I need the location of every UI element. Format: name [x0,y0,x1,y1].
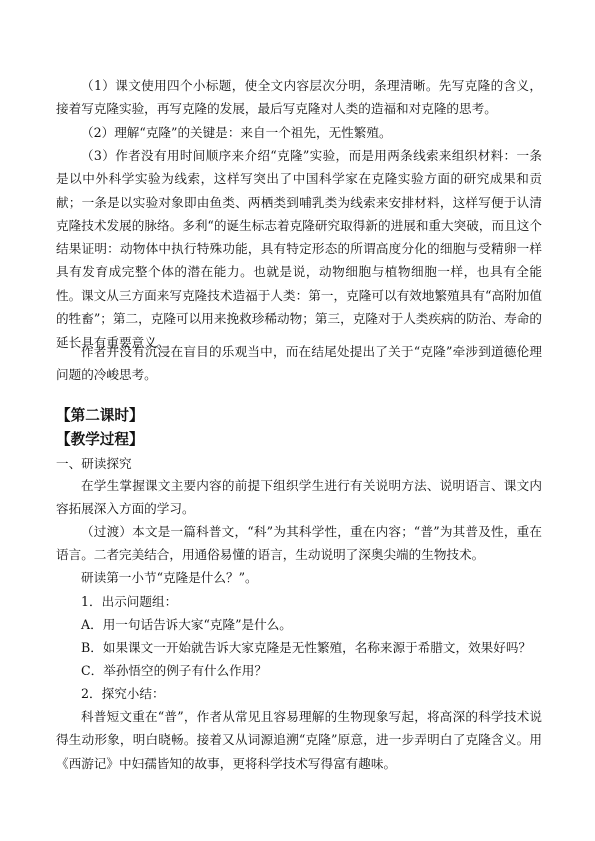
paragraph-summary: 科普短文重在“普”，作者从常见且容易理解的生物现象写起，将高深的科学技术说得生动形象，明白晓畅。接着又从词源追溯“克隆”原意，进一步弄明白了克隆含义。用《西游记》中妇孺皆知的故事，更将科学技术写得富有趣味。 [56,709,542,771]
paragraph-key-point: （2）理解“克隆”的关键是：来自一个祖先，无性繁殖。 [81,125,392,140]
question-a: A．用一句话告诉大家“克隆”是什么。 [81,617,292,632]
question-c: C．举孙悟空的例子有什么作用？ [81,663,267,678]
section-title-study: 一、研读探究 [56,456,132,471]
paragraph-reflection: 作者并没有沉浸在盲目的乐观当中，而在结尾处提出了关于“克隆”牵涉到道德伦理问题的冷峻思考。 [56,344,542,383]
question-b: B．如果课文一开始就告诉大家克隆是无性繁殖，名称来源于希腊文，效果好吗？ [81,640,532,655]
paragraph-benefits: 课文从三方面来写克隆技术造福于人类：第一，克隆可以有效地繁殖具有“高附加值的牲畜”；第二，克隆可以用来挽救珍稀动物；第三，克隆对于人类疾病的防治、寿命的延长具有重要意义。 [56,288,542,350]
paragraph-transition: （过渡）本文是一篇科普文，“科”为其科学性，重在内容；“普”为其普及性，重在语言。二者完美结合，用通俗易懂的语言，生动说明了深奥尖端的生物技术。 [56,524,542,563]
list-item-questions: 1．出示问题组： [81,594,178,609]
paragraph-clues: （3）作者没有用时间顺序来介绍“克隆”实验，而是用两条线索来组织材料：一条是以中外科学实验为线索，这样写突出了中国科学家在克隆实验方面的研究成果和贡献；一条是以实验对象即由鱼类、两栖类到哺乳类为线索来安排材料，这样写便于认清克隆技术发展的脉络。多利“的诞生标志着克隆研究取得新的进展和重大突破，而且这个结果证明：动物体中执行特殊功能，具有特定形态的所谓高度分化的细胞与受精卵一样具有发育成完整个体的潜在能力。也就是说，动物细胞与植物细胞一样，也具有全能性。 [56,148,542,303]
paragraph-structure: （1）课文使用四个小标题，使全文内容层次分明，条理清晰。先写克隆的含义，接着写克隆实验，再写克隆的发展，最后写克隆对人类的造福和对克隆的思考。 [56,78,542,117]
paragraph-study-first: 研读第一小节“克隆是什么？”。 [81,570,258,585]
heading-second-lesson: 【第二课时】 [56,407,144,424]
heading-teaching-process: 【教学过程】 [56,431,144,448]
paragraph-intro: 在学生掌握课文主要内容的前提下组织学生进行有关说明方法、说明语言、课文内容拓展深入方面的学习。 [56,478,542,517]
list-item-summary: 2．探究小结： [81,686,165,701]
